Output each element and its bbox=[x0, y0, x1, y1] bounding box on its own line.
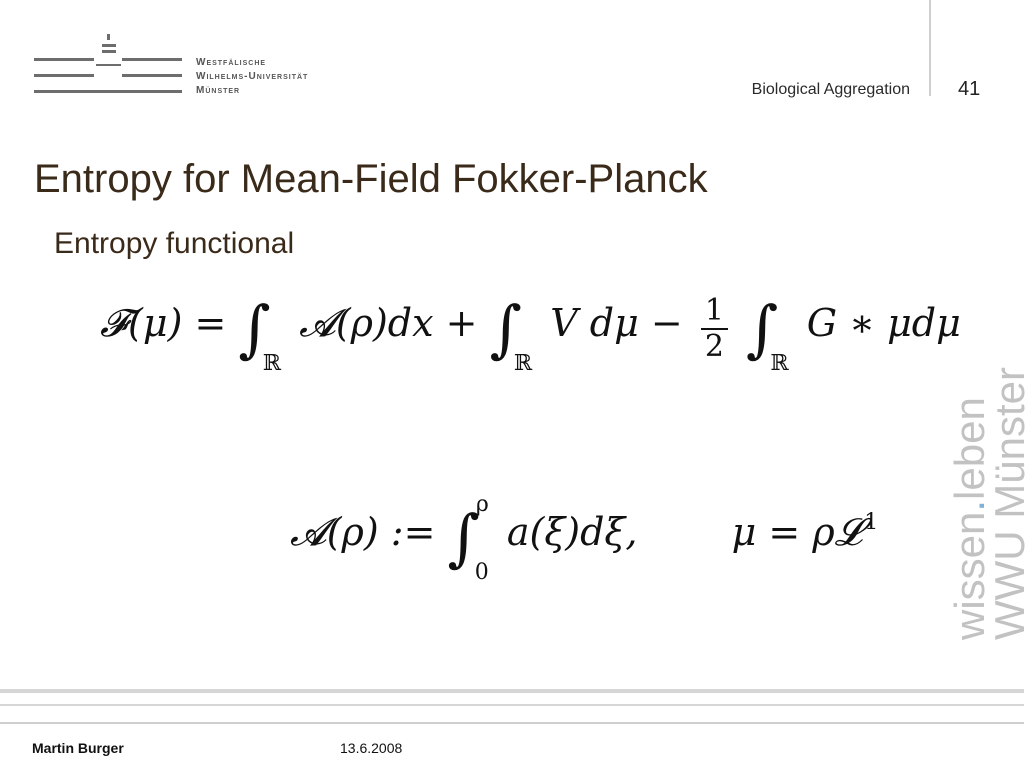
university-line-2: Wilhelms-Universität bbox=[196, 71, 309, 82]
f2-rhs-sup: 1 bbox=[864, 510, 879, 535]
university-line-3: Münster bbox=[196, 85, 241, 96]
a-rho-definition-formula bbox=[290, 492, 878, 585]
wissen-leben-text bbox=[946, 367, 993, 640]
f2-lower-limit: 0 bbox=[474, 560, 489, 585]
f1-term3: G ∗ μdμ bbox=[806, 301, 961, 345]
wwu-muenster-text: WWU Münster bbox=[986, 367, 1033, 640]
integral-sign: ∫ bbox=[746, 292, 779, 365]
f1-lhs: 𝓕(μ) = bbox=[100, 301, 227, 345]
header-divider bbox=[929, 0, 931, 96]
wissen-dot: . bbox=[946, 499, 993, 512]
f1-domain: ℝ bbox=[513, 351, 533, 376]
one-half-fraction bbox=[701, 294, 728, 364]
university-name bbox=[196, 56, 308, 98]
wissen-leben-branding bbox=[946, 367, 1033, 640]
header-topic: Biological Aggregation bbox=[751, 81, 910, 98]
integral-sign: ∫ bbox=[489, 292, 522, 365]
wissen-word: wissen bbox=[946, 511, 993, 640]
integral-sign: ∫ bbox=[447, 501, 480, 574]
slide-title: Entropy for Mean-Field Fokker-Planck bbox=[34, 157, 708, 201]
leben-word: leben bbox=[946, 397, 993, 500]
f1-domain: ℝ bbox=[262, 351, 282, 376]
footer-divider-thin bbox=[0, 704, 1024, 706]
entropy-functional-formula bbox=[100, 292, 961, 376]
slide-subtitle: Entropy functional bbox=[54, 227, 295, 260]
f2-rhs: μ = ρ𝓛 bbox=[731, 510, 863, 554]
footer-date: 13.6.2008 bbox=[340, 740, 403, 756]
footer-author: Martin Burger bbox=[32, 740, 124, 756]
f1-term1: 𝓐(ρ)dx + bbox=[299, 301, 478, 345]
f2-lhs: 𝓐(ρ) := bbox=[290, 510, 436, 554]
f1-domain: ℝ bbox=[770, 351, 789, 376]
page-number: 41 bbox=[958, 78, 981, 100]
footer-divider-thick bbox=[0, 689, 1024, 693]
f1-term2: V dμ − bbox=[550, 301, 683, 345]
footer-divider-bottom bbox=[0, 722, 1024, 724]
f2-upper-limit: ρ bbox=[475, 492, 489, 517]
f2-body: a(ξ)dξ, bbox=[506, 510, 638, 554]
integral-sign: ∫ bbox=[238, 292, 271, 365]
fraction-denominator: 2 bbox=[704, 329, 724, 364]
university-line-1: Westfälische bbox=[196, 57, 267, 68]
fraction-numerator: 1 bbox=[701, 294, 728, 330]
